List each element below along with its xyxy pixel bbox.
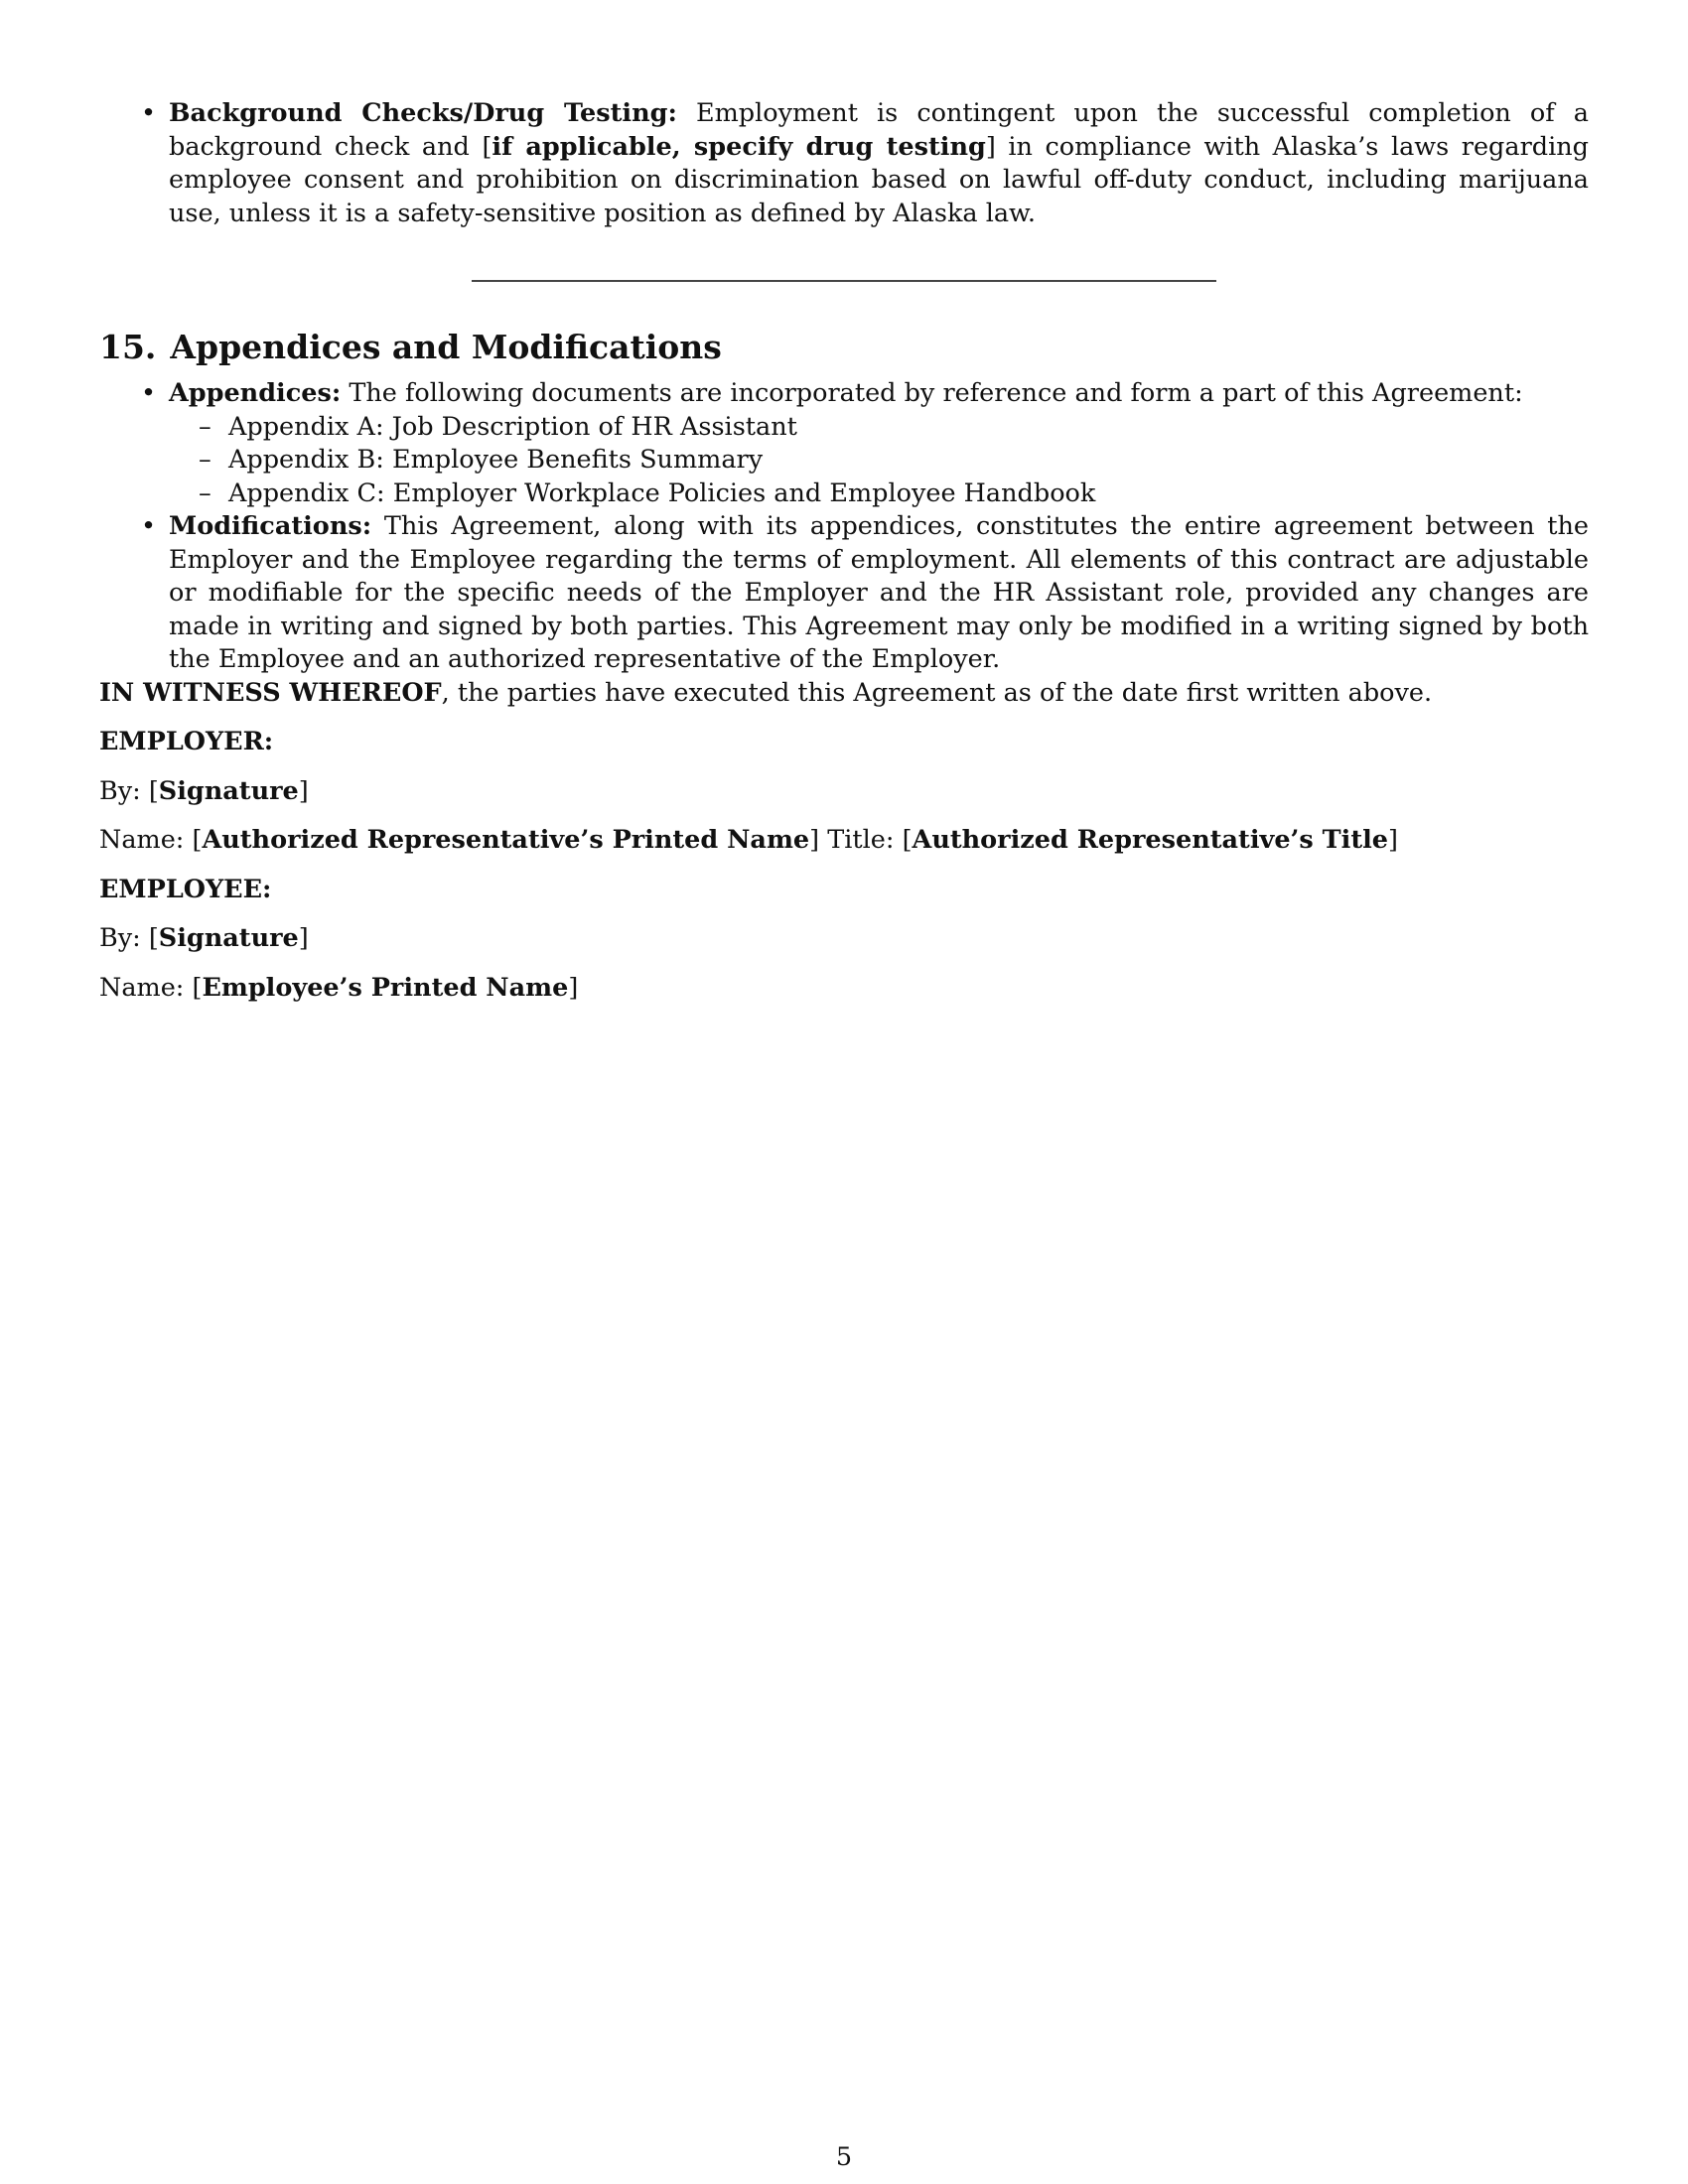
appendix-b: – Appendix B: Employee Benefits Summary [228,444,1589,478]
employer-title-placeholder: Authorized Representative’s Title [912,825,1389,855]
section-title: Appendices and Modifications [170,328,722,366]
employer-heading [99,726,1589,759]
employer-by-label: By: [99,775,149,806]
employee-heading-text: EMPLOYEE: [99,874,272,904]
background-checks-label: Background Checks/Drug Testing: [169,98,677,128]
witness-clause [99,677,1589,711]
modifications-item [169,510,1589,677]
appendices-text: The following documents are incorporated by reference and form a part of this Agreement: [341,378,1523,408]
appendix-a: – Appendix A: Job Description of HR Assistant [228,411,1589,445]
employer-signature-placeholder: Signature [158,775,299,806]
witness-text: , the parties have executed this Agreement as of the date first written above. [441,677,1433,708]
appendix-c: – Appendix C: Employer Workplace Policies and Employee Handbook [228,478,1589,511]
background-text-a: Employment is contingent upon the successful completion of a background check and [ [169,98,1589,162]
signature-block [99,726,1589,1005]
employer-name-label: Name: [99,825,193,855]
background-checks-item [169,97,1589,230]
appendices-item [169,377,1589,510]
employer-name-placeholder: Authorized Representative’s Printed Name [202,825,810,855]
employee-name-line: Name: [Employee’s Printed Name] [99,972,579,1003]
employee-heading [99,874,1589,907]
appendix-sublist [169,411,1589,511]
background-list [99,97,1589,230]
witness-bold: IN WITNESS WHEREOF [99,677,442,708]
employee-by-label: By: [99,923,149,953]
modifications-label: Modifications: [169,511,372,541]
drug-testing-placeholder: if applicable, specify drug testing [492,131,986,162]
employer-heading-text: EMPLOYER: [99,727,274,756]
document-page [99,97,1589,1005]
employee-name-placeholder: Employee’s Printed Name [202,972,569,1003]
employer-signature-line: By: [Signature] [99,775,309,806]
appendices-list [99,377,1589,677]
section-number: 15. [99,328,157,366]
employer-title-label: Title: [819,825,903,855]
section-divider [472,280,1216,282]
modifications-text: This Agreement, along with its appendices, constitutes the entire agreement between the Employer and the Employee regarding the terms of employment. All elements of this contract are adjustable or modifiable for the specific needs of the Employer and the HR Assistant role, provided any changes are made in writing and signed by both parties. This Agreement may only be modified in a writing signed by both the Employee and an authorized representative of the Employer. [169,511,1589,674]
section-heading [99,328,1589,367]
employee-signature-line: By: [Signature] [99,923,309,953]
employer-name-line: Name: [Authorized Representative’s Printed Name] Title: [Authorized Representative’s Title] [99,825,1398,855]
background-text-c: ] in compliance with Alaska’s laws regarding employee consent and prohibition on discrimination based on lawful off-duty conduct, including marijuana use, unless it is a safety-sensitive position as defined by Alaska law. [169,131,1589,228]
employee-name-label: Name: [99,972,193,1003]
appendices-label: Appendices: [169,378,342,408]
employee-signature-placeholder: Signature [158,923,299,953]
page-number: 5 [835,2142,853,2172]
